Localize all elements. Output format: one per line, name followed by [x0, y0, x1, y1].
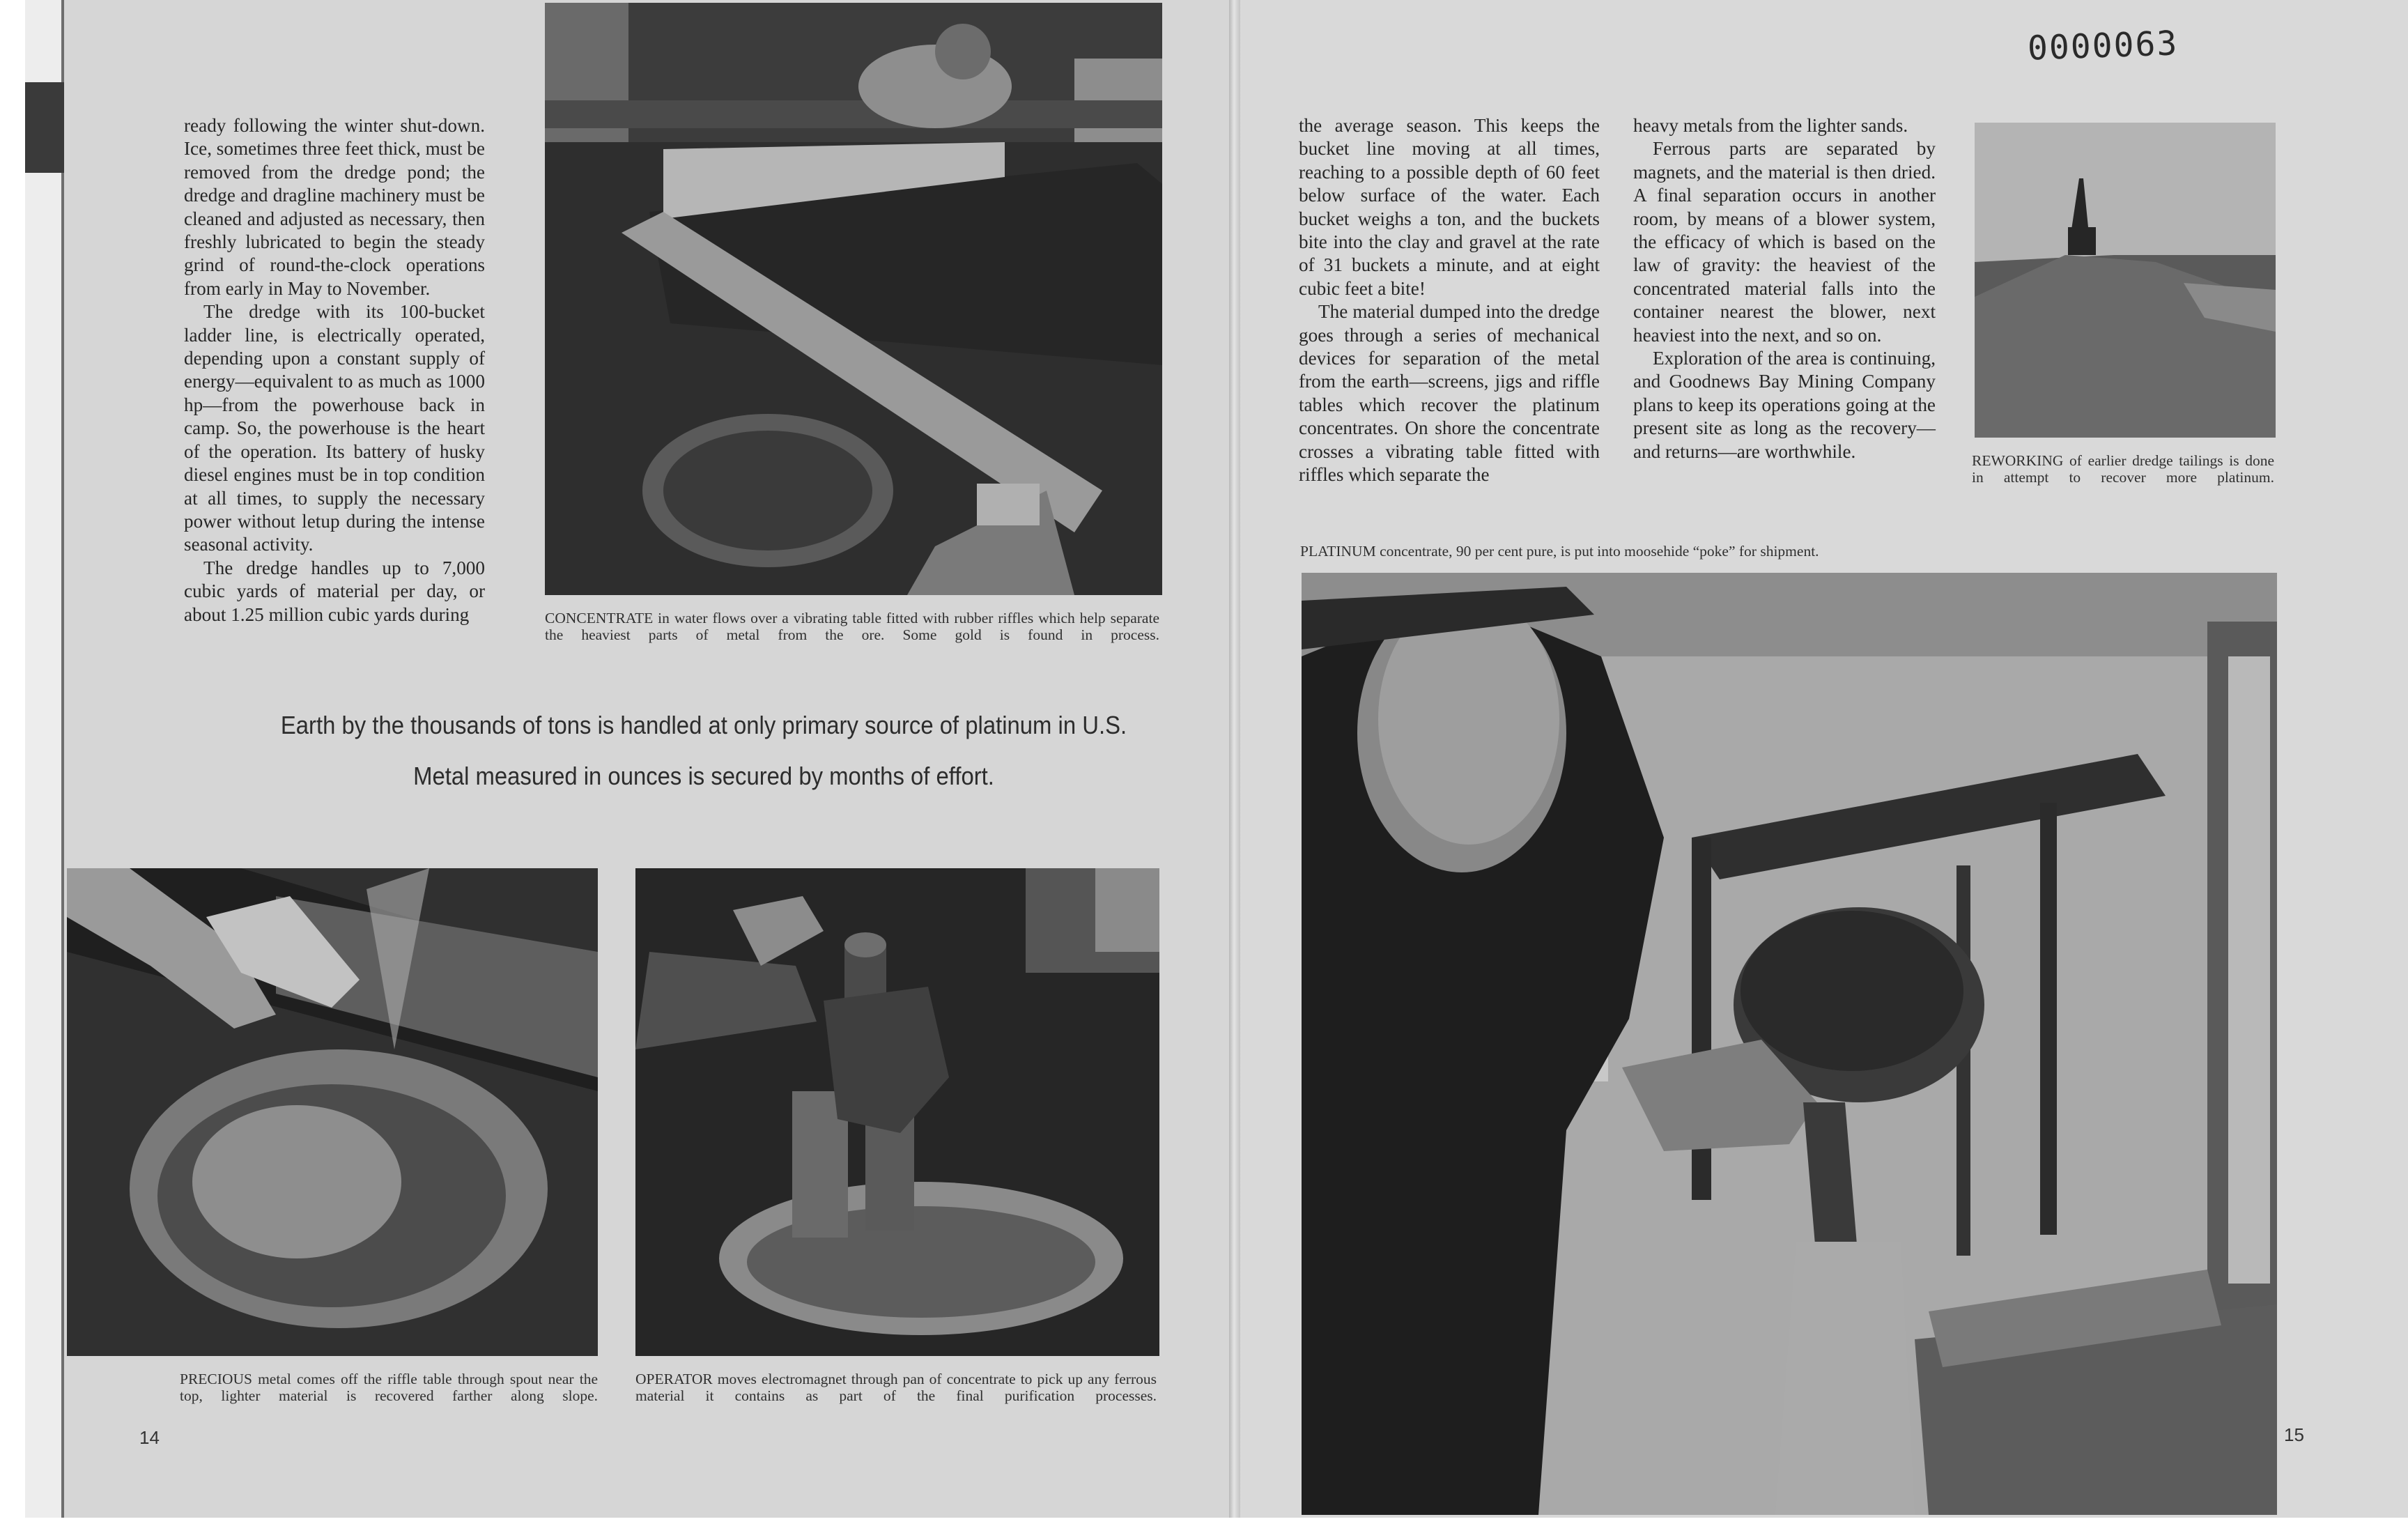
- photo-operator-magnet: [635, 868, 1159, 1356]
- paragraph: Ferrous parts are separated by magnets, and the material is then dried. A final separation occurs in another room, by means of a blower system, the efficacy of which is based on the law of gravity: the heaviest of the concentrated material falls into the container nearest the blower, next heaviest into the next, and so on.: [1633, 138, 1936, 346]
- headline-primary: Earth by the thousands of tons is handled at only primary source of platinum in U.S.: [280, 711, 1127, 739]
- scanner-margin: [0, 0, 25, 1533]
- document-id-stamp: 0000063: [2027, 24, 2179, 68]
- photo-concentrate-table: [545, 3, 1162, 595]
- page-number-right: 15: [2284, 1424, 2304, 1445]
- caption-operator: OPERATOR moves electromagnet through pan of concentrate to pick up any ferrous material it contains as part of the final purification processes.: [635, 1371, 1157, 1404]
- photo-platinum-poke: [1302, 573, 2277, 1515]
- page-gutter: [1229, 0, 1240, 1519]
- photo-reworking-tailings: [1975, 123, 2276, 438]
- headline-secondary: Metal measured in ounces is secured by months of effort.: [413, 762, 994, 790]
- left-text-column: [184, 114, 485, 626]
- scanner-bottom-margin: [0, 1518, 2408, 1533]
- paragraph: ready following the winter shut-down. Ice, sometimes three feet thick, must be removed from the dredge pond; the dredge and dragline machinery must be cleaned and adjusted as necessary, then freshly lubricated to begin the steady grind of round-the-clock operations from early in May to November.: [184, 115, 485, 299]
- right-text-column-2: [1633, 114, 1936, 463]
- page-number-left: 14: [139, 1427, 160, 1448]
- paragraph: The material dumped into the dredge goes through a series of mechanical devices for separation of the metal from the earth—screens, jigs and riffle tables which recover the platinum concentrates. On shore the concentrate crosses a vibrating table fitted with riffles which separate the: [1299, 301, 1600, 486]
- caption-reworking: REWORKING of earlier dredge tailings is done in attempt to recover more platinum.: [1972, 452, 2274, 486]
- caption-platinum: PLATINUM concentrate, 90 per cent pure, is put into moosehide “poke” for shipment.: [1300, 543, 1819, 560]
- paragraph: the average season. This keeps the bucket line moving at all times, reaching to a possible depth of 60 feet below surface of the water. Each bucket weighs a ton, and the buckets bite into the clay and gravel at the rate of 31 buckets a minute, and at eight cubic feet a bite!: [1299, 115, 1600, 299]
- page-tab-marker: [25, 82, 64, 173]
- paragraph: heavy metals from the lighter sands.: [1633, 115, 1908, 136]
- caption-concentrate: CONCENTRATE in water flows over a vibrating table fitted with rubber riffles which help separate the heaviest parts of metal from the ore. Some gold is found in process.: [545, 610, 1159, 643]
- paragraph: The dredge with its 100-bucket ladder line, is electrically operated, depending upon a constant supply of energy—equivalent to as much as 1000 hp—from the powerhouse back in camp. So, the powerhouse is the heart of the operation. Its battery of husky diesel engines must be in top condition at all times, to supply the necessary power without letup during the intense seasonal activity.: [184, 301, 485, 555]
- paragraph: The dredge handles up to 7,000 cubic yards of material per day, or about 1.25 million cubic yards during: [184, 557, 485, 625]
- photo-precious-metal: [67, 868, 598, 1356]
- right-text-column-1: [1299, 114, 1600, 487]
- paragraph: Exploration of the area is continuing, and Goodnews Bay Mining Company plans to keep its operations going at the present site as long as the recovery—and returns—are worthwhile.: [1633, 348, 1936, 462]
- caption-precious: PRECIOUS metal comes off the riffle table through spout near the top, lighter material is recovered farther along slope.: [180, 1371, 598, 1404]
